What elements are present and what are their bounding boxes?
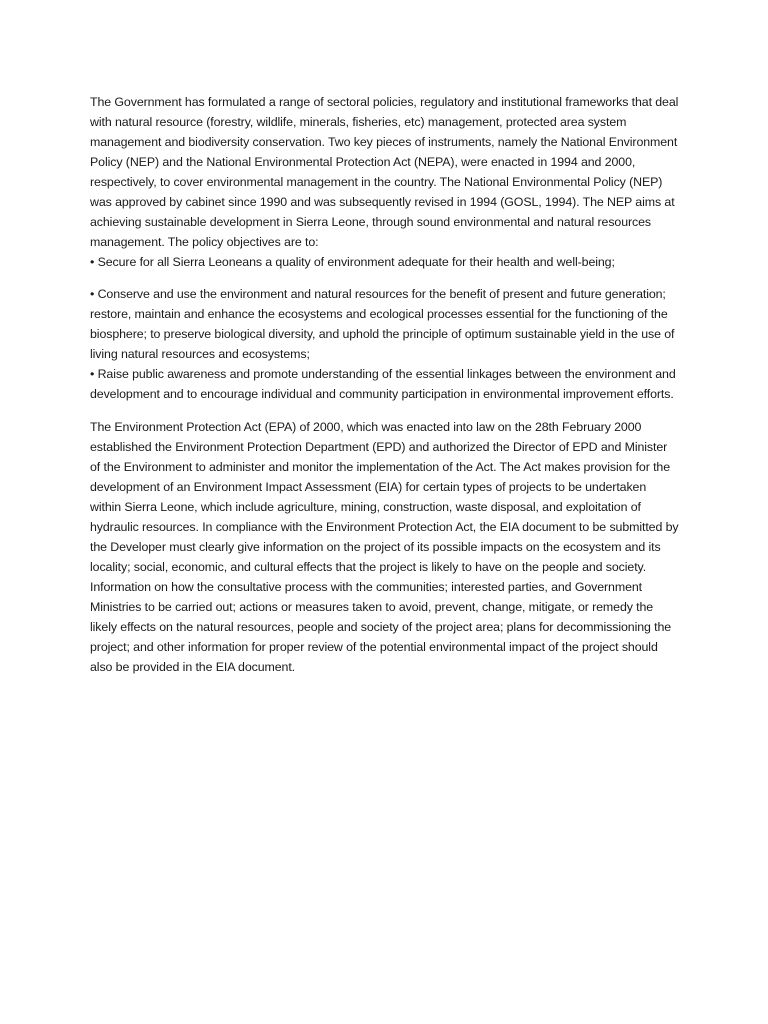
bullet-secure-quality: • Secure for all Sierra Leoneans a quality of environment adequate for their health and well-being; bbox=[90, 255, 615, 269]
bullet-conserve-environment: • Conserve and use the environment and natural resources for the benefit of present and future generation; restore, maintain and enhance the ecosystems and ecological processes essential for the functioning of the biosphere; to preserve biological diversity, and uphold the principle of optimum sustainable yield in the use of living natural resources and ecosystems; bbox=[90, 287, 675, 361]
document-body bbox=[90, 92, 680, 677]
bullet-raise-awareness: • Raise public awareness and promote understanding of the essential linkages between the environment and development and to encourage individual and community participation in environmental improvement efforts. bbox=[90, 367, 676, 401]
paragraph-intro: The Government has formulated a range of sectoral policies, regulatory and institutional frameworks that deal with natural resource (forestry, wildlife, minerals, fisheries, etc) management, protected area system management and biodiversity conservation. Two key pieces of instruments, namely the National Environment Policy (NEP) and the National Environmental Protection Act (NEPA), were enacted in 1994 and 2000, respectively, to cover environmental management in the country. The National Environmental Policy (NEP) was approved by cabinet since 1990 and was subsequently revised in 1994 (GOSL, 1994). The NEP aims at achieving sustainable development in Sierra Leone, through sound environmental and natural resources management. The policy objectives are to: bbox=[90, 95, 679, 249]
paragraph-epa: The Environment Protection Act (EPA) of 2000, which was enacted into law on the 28th February 2000 established the Environment Protection Department (EPD) and authorized the Director of EPD and Minister of the Environment to administer and monitor the implementation of the Act. The Act makes provision for the development of an Environment Impact Assessment (EIA) for certain types of projects to be undertaken within Sierra Leone, which include agriculture, mining, construction, waste disposal, and exploitation of hydraulic resources. In compliance with the Environment Protection Act, the EIA document to be submitted by the Developer must clearly give information on the project of its possible impacts on the ecosystem and its locality; social, economic, and cultural effects that the project is likely to have on the people and society. Information on how the consultative process with the communities; interested parties, and Government Ministries to be carried out; actions or measures taken to avoid, prevent, change, mitigate, or remedy the likely effects on the natural resources, people and society of the project area; plans for decommissioning the project; and other information for proper review of the potential environmental impact of the project should also be provided in the EIA document. bbox=[90, 420, 679, 674]
